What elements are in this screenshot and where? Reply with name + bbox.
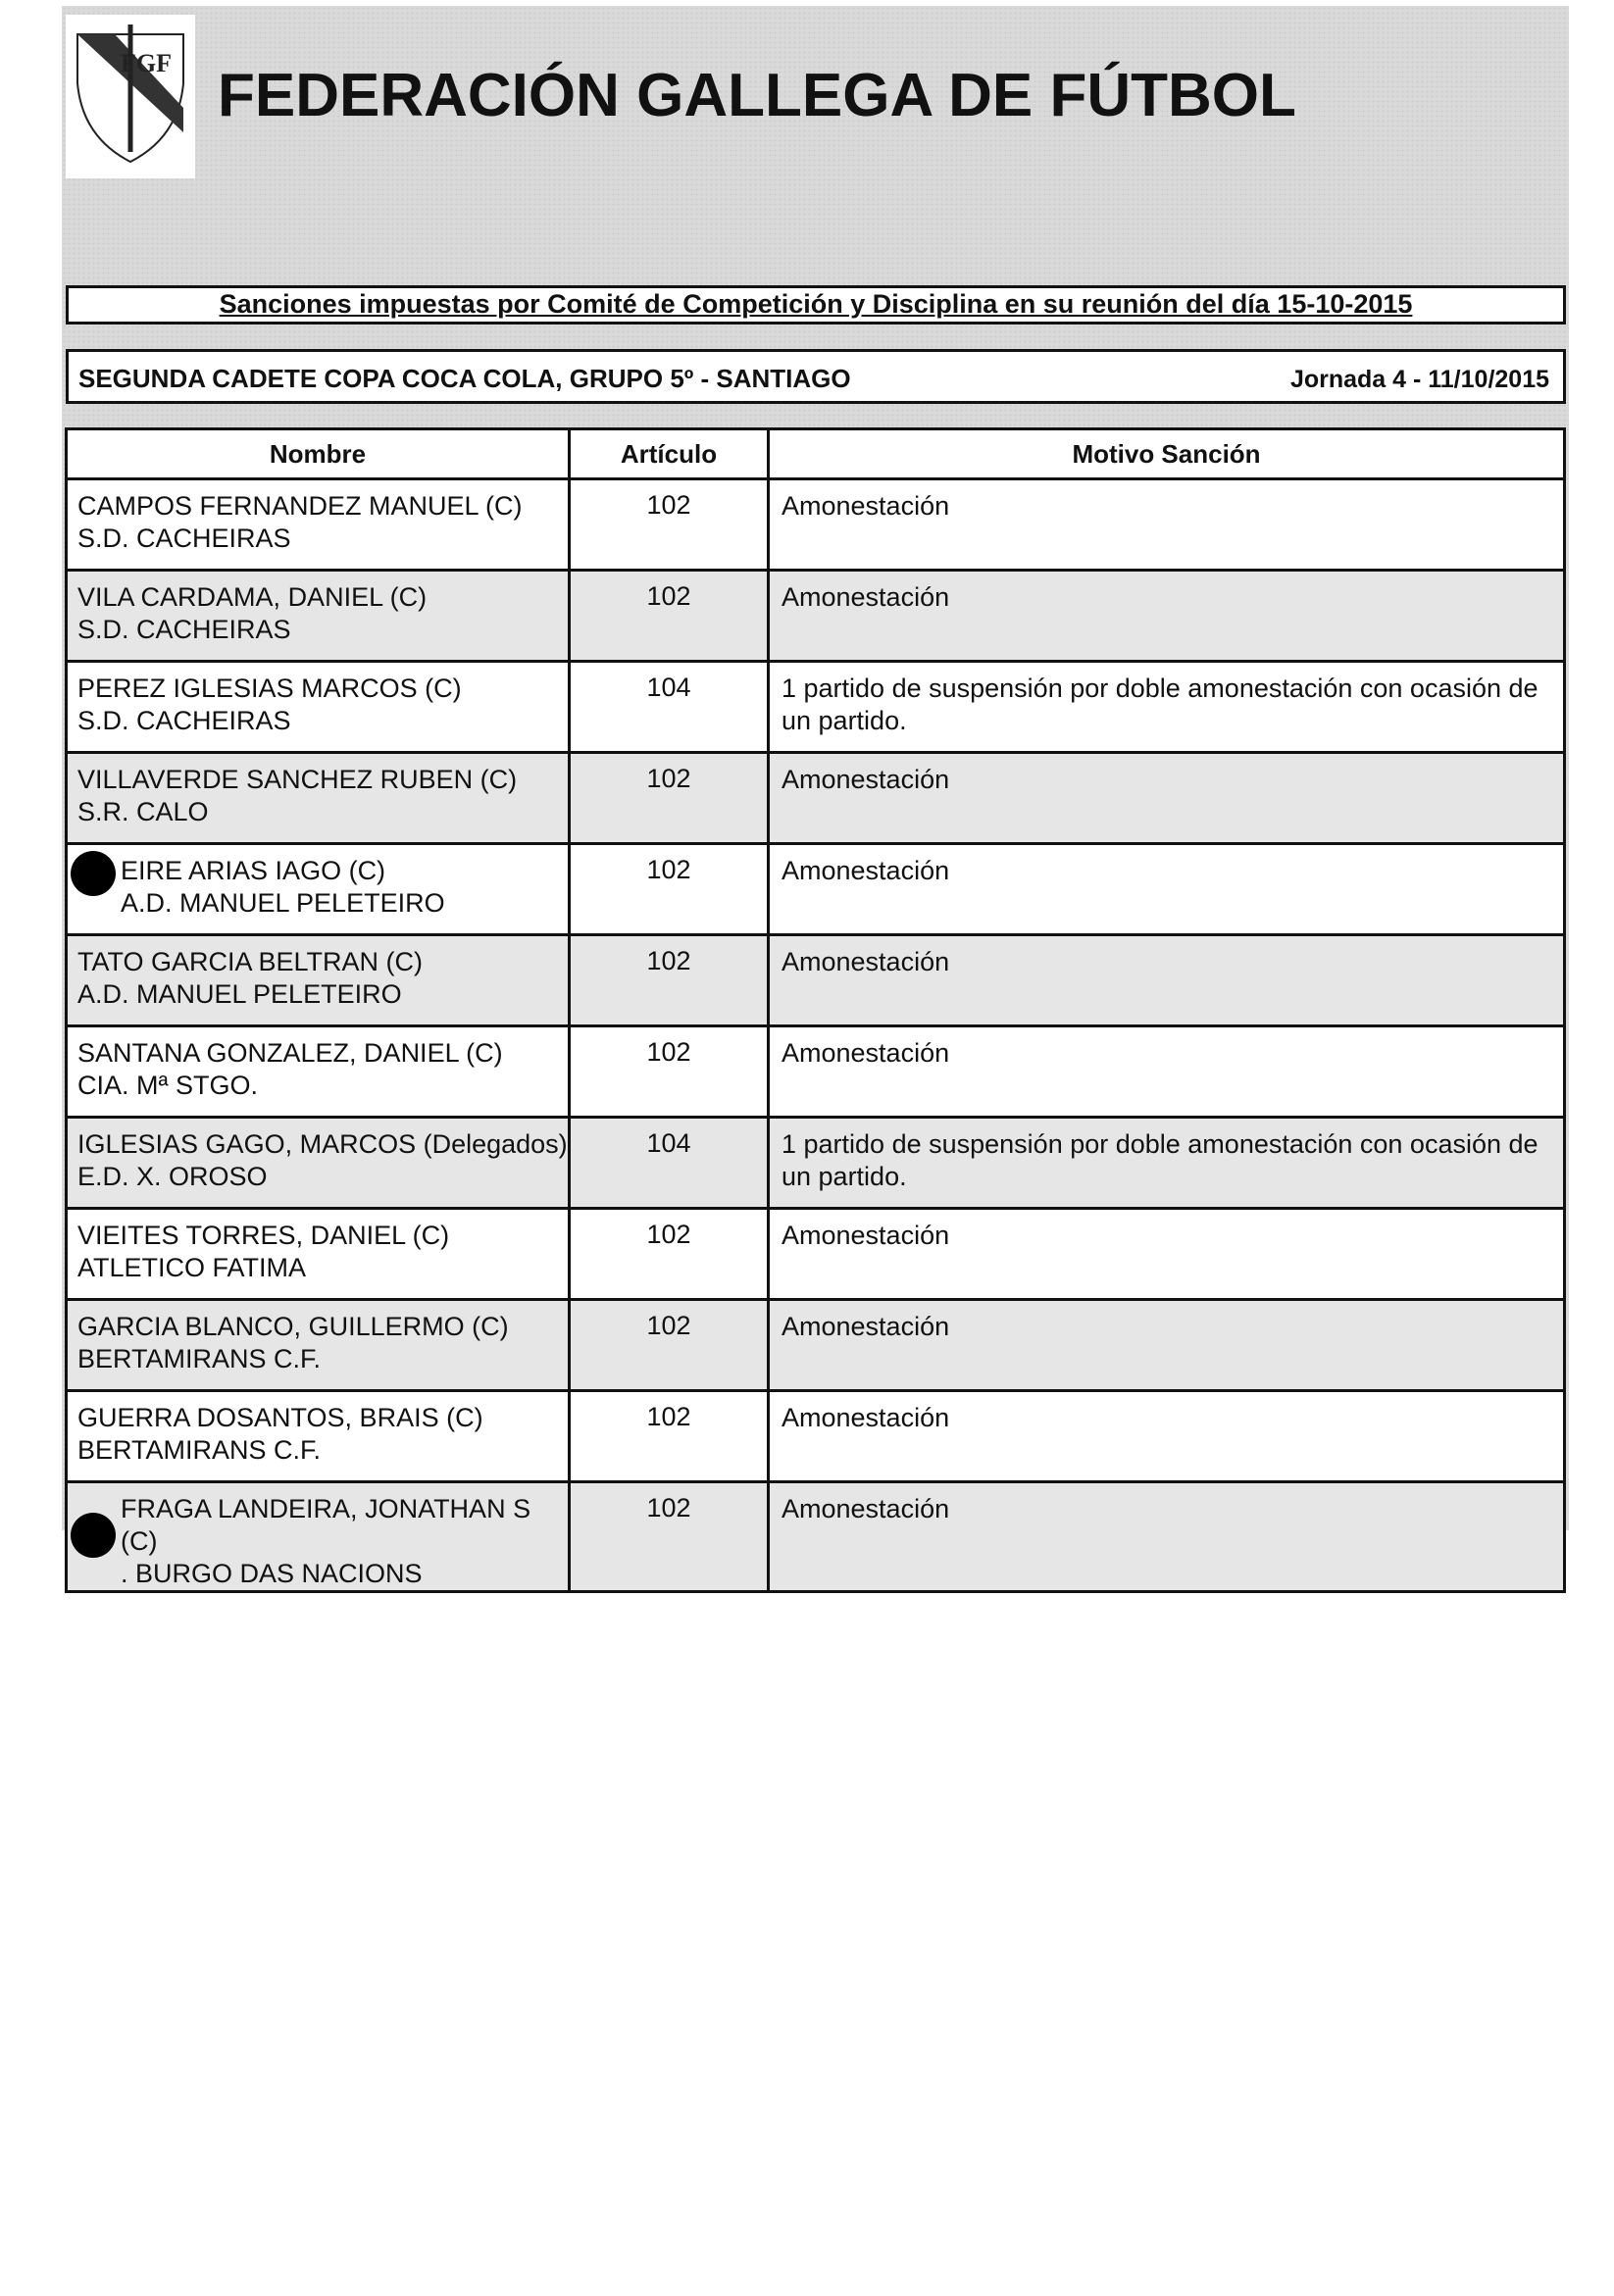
club-name: BERTAMIRANS C.F. [77,1344,322,1373]
articulo-cell: 102 [570,1300,769,1391]
table-row [67,844,1565,935]
club-name: ATLETICO FATIMA [77,1253,307,1282]
articulo-cell: 102 [570,935,769,1026]
player-name: VIEITES TORRES, DANIEL (C) [77,1221,450,1250]
sanctions-heading: Sanciones impuestas por Comité de Competición y Disciplina en su reunión del día 15-10-2015 [219,289,1413,319]
table-row [67,1482,1565,1592]
name-cell [67,1482,570,1592]
competition-box [66,349,1566,404]
name-cell [67,662,570,753]
articulo-cell: 102 [570,1026,769,1118]
redaction-mark [71,1513,116,1558]
name-cell [67,753,570,844]
club-name: A.D. MANUEL PELETEIRO [121,888,445,918]
table-row [67,1209,1565,1300]
table-row [67,1300,1565,1391]
redaction-mark [71,851,116,896]
club-name: S.D. CACHEIRAS [77,706,291,735]
player-name: IGLESIAS GAGO, MARCOS (Delegados) [77,1129,568,1159]
articulo-cell: 102 [570,1482,769,1592]
name-cell [67,1391,570,1482]
name-cell [67,1026,570,1118]
articulo-cell: 102 [570,844,769,935]
club-name: BERTAMIRANS C.F. [77,1435,322,1465]
articulo-cell: 104 [570,1118,769,1209]
column-header-nombre: Nombre [67,429,570,479]
motivo-cell: Amonestación [769,753,1565,844]
name-cell [67,1300,570,1391]
table-row [67,935,1565,1026]
player-name: GARCIA BLANCO, GUILLERMO (C) [77,1312,509,1341]
player-name: FRAGA LANDEIRA, JONATHAN S (C) [121,1494,531,1556]
player-name: TATO GARCIA BELTRAN (C) [77,947,424,976]
articulo-cell: 102 [570,753,769,844]
table-row [67,662,1565,753]
motivo-cell: Amonestación [769,1391,1565,1482]
sanctions-heading-box [66,285,1566,324]
table-row [67,753,1565,844]
motivo-cell: Amonestación [769,1482,1565,1592]
svg-text:FGF: FGF [121,49,172,77]
shield-logo-icon [66,15,195,178]
player-name: PEREZ IGLESIAS MARCOS (C) [77,674,462,703]
motivo-cell: Amonestación [769,479,1565,571]
articulo-cell: 102 [570,571,769,662]
club-name: S.D. CACHEIRAS [77,524,291,553]
motivo-cell: Amonestación [769,935,1565,1026]
name-cell [67,571,570,662]
motivo-cell: Amonestación [769,844,1565,935]
column-header-motivo: Motivo Sanción [769,429,1565,479]
club-name: A.D. MANUEL PELETEIRO [77,979,402,1009]
motivo-cell: 1 partido de suspensión por doble amonestación con ocasión de un partido. [769,1118,1565,1209]
player-name: CAMPOS FERNANDEZ MANUEL (C) [77,491,523,521]
club-name: E.D. X. OROSO [77,1162,268,1191]
articulo-cell: 102 [570,1209,769,1300]
federation-logo [66,15,195,178]
motivo-cell: Amonestación [769,1300,1565,1391]
page-title: FEDERACIÓN GALLEGA DE FÚTBOL [218,62,1296,129]
name-cell [67,1118,570,1209]
articulo-cell: 102 [570,479,769,571]
articulo-cell: 104 [570,662,769,753]
player-name: VILA CARDAMA, DANIEL (C) [77,582,428,612]
column-header-articulo: Artículo [570,429,769,479]
table-row [67,571,1565,662]
club-name: S.D. CACHEIRAS [77,615,291,644]
player-name: SANTANA GONZALEZ, DANIEL (C) [77,1038,503,1068]
club-name: S.R. CALO [77,797,209,826]
table-row [67,479,1565,571]
table-header-row [67,429,1565,479]
motivo-cell: Amonestación [769,571,1565,662]
player-name: VILLAVERDE SANCHEZ RUBEN (C) [77,765,518,794]
club-name: CIA. Mª STGO. [77,1071,259,1100]
name-cell [67,1209,570,1300]
sanctions-table [65,427,1566,1593]
name-cell [67,844,570,935]
name-cell [67,935,570,1026]
articulo-cell: 102 [570,1391,769,1482]
table-row [67,1391,1565,1482]
player-name: GUERRA DOSANTOS, BRAIS (C) [77,1403,483,1432]
name-cell [67,479,570,571]
club-name: . BURGO DAS NACIONS [121,1559,423,1588]
player-name: EIRE ARIAS IAGO (C) [121,856,386,885]
motivo-cell: 1 partido de suspensión por doble amonestación con ocasión de un partido. [769,662,1565,753]
table-row [67,1026,1565,1118]
jornada-date: Jornada 4 - 11/10/2015 [1289,366,1549,393]
competition-name: SEGUNDA CADETE COPA COCA COLA, GRUPO 5º - SANTIAGO [78,364,851,393]
motivo-cell: Amonestación [769,1209,1565,1300]
motivo-cell: Amonestación [769,1026,1565,1118]
table-row [67,1118,1565,1209]
